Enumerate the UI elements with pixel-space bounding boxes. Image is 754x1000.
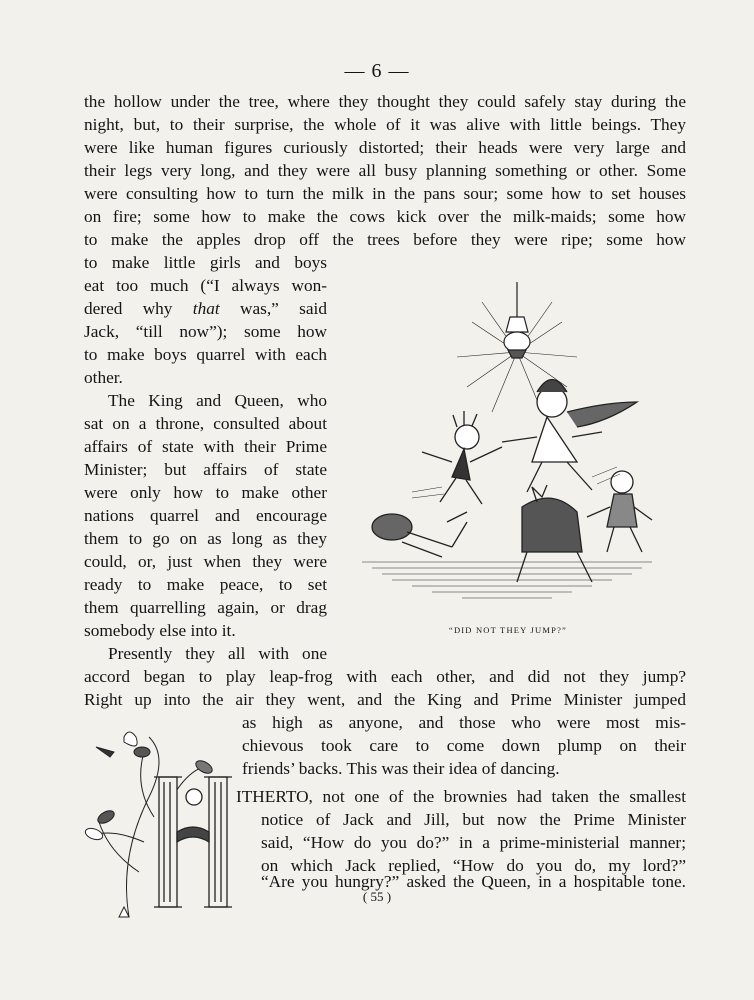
text-line: on which Jack replied, “How do you do, my lord?” xyxy=(261,856,686,875)
paragraph-start: Presently they all with one xyxy=(108,644,327,663)
text-line: were like human figures curiously distorted; their heads were very large and xyxy=(84,138,686,157)
page-folio: ( 55 ) xyxy=(362,889,392,904)
text-line: to make little girls and boys xyxy=(84,253,327,272)
text-line: friends’ backs. This was their idea of dancing. xyxy=(242,759,560,778)
text-line: their legs very long, and they were all busy planning something or other. Some xyxy=(84,161,686,180)
text-line: sat on a throne, consulted about xyxy=(84,414,327,433)
illustration-caption: “DID NOT THEY JUMP?” xyxy=(448,625,568,635)
text-line: accord began to play leap-frog with each other, and did not they jump? xyxy=(84,667,686,686)
paragraph-start: The King and Queen, who xyxy=(108,391,327,410)
text-line: to make the apples drop off the trees before they were ripe; some how xyxy=(84,230,686,249)
brownie-figure-standing xyxy=(587,471,652,552)
text-line: as high as anyone, and those who were most mis- xyxy=(242,713,686,732)
text-line: dered why that was,” said xyxy=(84,299,327,318)
text-line: other. xyxy=(84,368,123,387)
motion-lines xyxy=(412,467,620,498)
text-line: somebody else into it. xyxy=(84,621,236,640)
text-line: the hollow under the tree, where they thought they could safely stay during the xyxy=(84,92,686,111)
text-line: to make boys quarrel with each xyxy=(84,345,327,364)
text-line: “Are you hungry?” asked the Queen, in a hospitable tone. xyxy=(261,872,686,891)
text-line: affairs of state with their Prime xyxy=(84,437,327,456)
text-line: them to go on as long as they xyxy=(84,529,327,548)
text-line: nations quarrel and encourage xyxy=(84,506,327,525)
brownies-dancing-illustration xyxy=(352,262,672,622)
text-line: on fire; some how to make the cows kick over the milk-maids; some how xyxy=(84,207,686,226)
text-line: ready to make peace, to set xyxy=(84,575,327,594)
text-line: could, or, just when they were xyxy=(84,552,327,571)
ground-hatching xyxy=(362,562,652,598)
brownie-figure-bending xyxy=(517,485,592,582)
drop-cap-h-glyph xyxy=(154,777,232,907)
running-page-number: — 6 — xyxy=(344,60,410,82)
text-line: them quarrelling again, or drag xyxy=(84,598,327,617)
text-line: were consulting how to turn the milk in the pans sour; some how to set houses xyxy=(84,184,686,203)
brownie-figure-left xyxy=(422,411,502,504)
text-line: said, “How do you do?” in a prime-ministerial manner; xyxy=(261,833,686,852)
text-line: chievous took care to come down plump on their xyxy=(242,736,686,755)
text-line: eat too much (“I always won- xyxy=(84,276,327,295)
text-line: notice of Jack and Jill, but now the Prime Minister xyxy=(261,810,686,829)
text-line: Jack, “till now”); some how xyxy=(84,322,327,341)
hanging-lantern-icon xyxy=(504,282,530,358)
text-line: ITHERTO, not one of the brownies had taken the smallest xyxy=(236,787,686,806)
text-line: night, but, to their surprise, the whole of it was alive with little beings. They xyxy=(84,115,686,134)
text-line: Minister; but affairs of state xyxy=(84,460,327,479)
text-line: were only how to make other xyxy=(84,483,327,502)
text-line: Right up into the air they went, and the King and Prime Minister jumped xyxy=(84,690,686,709)
brownie-figure-fallen xyxy=(372,512,467,557)
